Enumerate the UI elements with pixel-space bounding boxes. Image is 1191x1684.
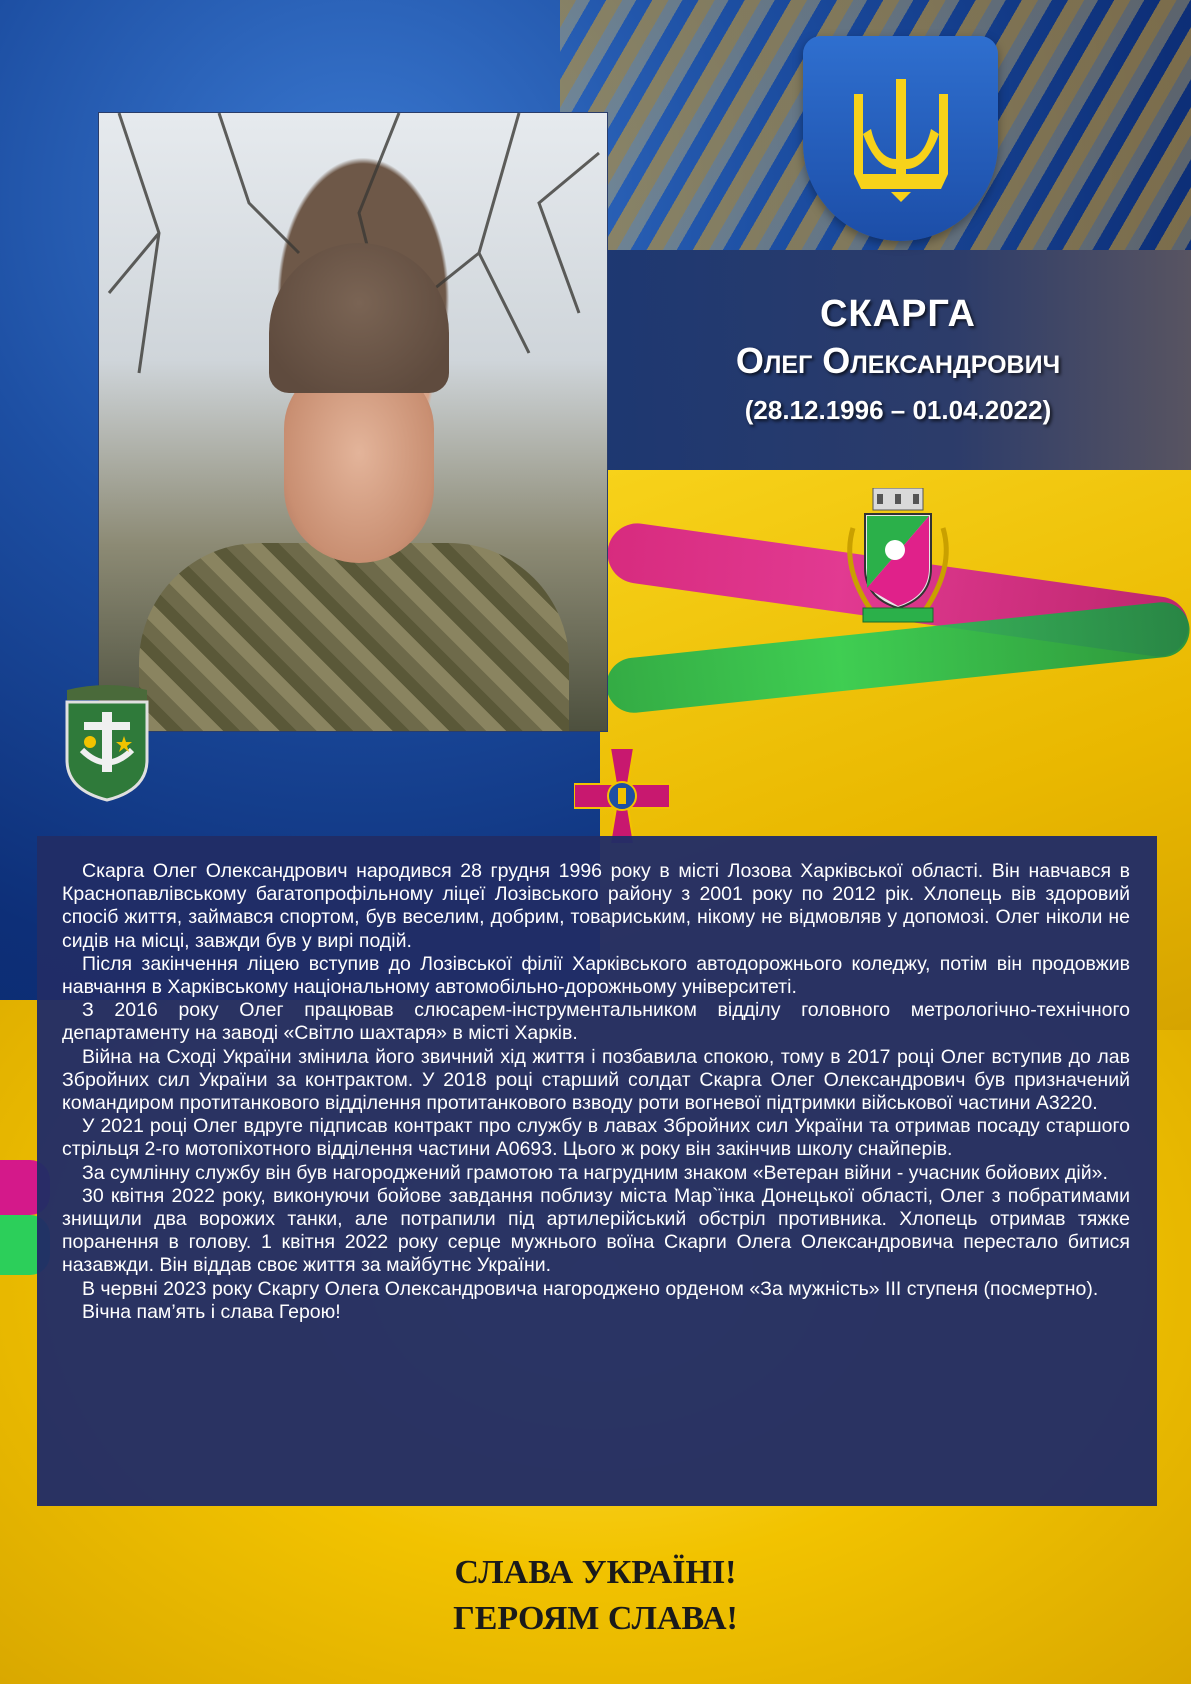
bio-paragraph: Після закінчення ліцею вступив до Лозівської філії Харківського автодорожнього коледжу, потім він продовжив навчання в Харківському національному автомобільно-дорожньому університеті. [62, 952, 1130, 999]
biography-text [62, 860, 1130, 1324]
surname: СКАРГА [819, 293, 976, 335]
bio-paragraph: В червні 2023 року Скаргу Олега Олександровича нагороджено орденом «За мужність» ІІІ ступеня (посмертно). [82, 1277, 1099, 1300]
slogan-glory-ukraine: СЛАВА УКРАЇНІ! [454, 1554, 737, 1591]
portrait-photo [98, 112, 608, 732]
trident-icon [846, 74, 956, 204]
armed-forces-cross-icon [574, 748, 670, 844]
bio-paragraph: Скарга Олег Олександрович народився 28 грудня 1996 року в місті Лозова Харківської області. Він навчався в Краснопавлівському багатопрофільному ліцеї Лозівського району з 2001 року по 2012 рік. Хлопець вів здоровий спосіб життя, займався спортом, був веселим, добрим, товариським, нікому не відмовляв у допомозі. Олег ніколи не сидів на місці, завжди був у вирі подій. [62, 860, 1130, 952]
name-block [605, 290, 1191, 432]
bio-paragraph: З 2016 року Олег працював слюсарем-інструментальником відділу головного метрологічно-технічного департаменту на заводі «Світло шахтаря» в місті Харків. [62, 999, 1130, 1045]
trident-shield-icon [803, 36, 998, 241]
given-names: Олег Олександрович [735, 340, 1061, 381]
uniform [139, 543, 569, 732]
bio-paragraph: Війна на Сході України змінила його звичний хід життя і позбавила спокою, тому в 2017 році Олег вступив до лав Збройних сил України за контрактом. У 2018 році старший солдат Скарга Олег Олександрович був призначений командиром протитанкового відділення протитанкового взводу роти вогневої підтримки військової частини А3220. [62, 1045, 1130, 1115]
slogans [0, 1550, 1191, 1642]
bio-paragraph: Вічна пам’ять і слава Герою! [82, 1300, 341, 1323]
city-coat-of-arms-icon [833, 488, 963, 628]
bio-paragraph: За сумлінну службу він був нагороджений грамотою та нагрудним знаком «Ветеран війни - учасник бойових дій». [82, 1161, 1108, 1184]
bio-paragraph: У 2021 році Олег вдруге підписав контракт про службу в лавах Збройних сил України та отримав посаду старшого стрільця 2-го мотопіхотного відділення частини А0693. Цього ж року він закінчив школу снайперів. [62, 1115, 1130, 1161]
slogan-glory-heroes: ГЕРОЯМ СЛАВА! [453, 1600, 738, 1637]
life-dates: (28.12.1996 – 01.04.2022) [744, 395, 1052, 425]
brigade-badge-icon [62, 680, 152, 802]
face [284, 363, 434, 563]
bio-paragraph: 30 квітня 2022 року, виконуючи бойове завдання поблизу міста Мар`їнка Донецької області, Олег з побратимами знищили два ворожих танки, але потрапили під артилерійський обстріл противника. Хлопець отримав тяжке поранення в голову. 1 квітня 2022 року серце мужнього воїна Скарги Олега Олександровича перестало битися назавжди. Він віддав своє життя за майбутнє України. [62, 1184, 1130, 1277]
